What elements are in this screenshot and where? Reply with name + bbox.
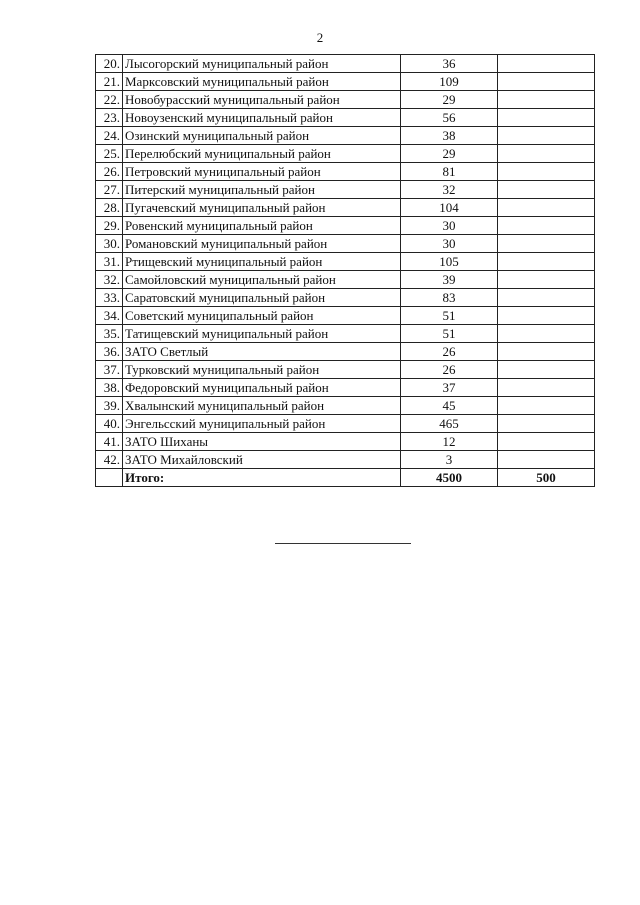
empty-cell xyxy=(498,181,595,199)
empty-cell xyxy=(498,109,595,127)
distribution-table xyxy=(95,54,595,487)
empty-cell xyxy=(498,145,595,163)
value-cell: 12 xyxy=(401,433,498,451)
table-body xyxy=(96,55,595,487)
empty-cell xyxy=(498,91,595,109)
empty-cell xyxy=(498,361,595,379)
row-number-cell: 23. xyxy=(96,109,123,127)
row-number-cell: 26. xyxy=(96,163,123,181)
district-name-cell: ЗАТО Михайловский xyxy=(123,451,401,469)
row-number-cell: 40. xyxy=(96,415,123,433)
row-number-cell: 20. xyxy=(96,55,123,73)
row-number-cell: 37. xyxy=(96,361,123,379)
value-cell: 29 xyxy=(401,91,498,109)
district-name-cell: Новобурасский муниципальный район xyxy=(123,91,401,109)
empty-cell xyxy=(498,379,595,397)
empty-cell xyxy=(498,163,595,181)
empty-cell xyxy=(498,433,595,451)
row-number-cell: 34. xyxy=(96,307,123,325)
row-number-cell: 35. xyxy=(96,325,123,343)
value-cell: 45 xyxy=(401,397,498,415)
table-row xyxy=(96,397,595,415)
district-name-cell: Романовский муниципальный район xyxy=(123,235,401,253)
table-row xyxy=(96,199,595,217)
district-name-cell: Перелюбский муниципальный район xyxy=(123,145,401,163)
table-row xyxy=(96,73,595,91)
row-number-cell: 31. xyxy=(96,253,123,271)
value-cell: 36 xyxy=(401,55,498,73)
value-cell: 37 xyxy=(401,379,498,397)
value-cell: 83 xyxy=(401,289,498,307)
table-row xyxy=(96,433,595,451)
district-name-cell: Турковский муниципальный район xyxy=(123,361,401,379)
table-row xyxy=(96,307,595,325)
district-name-cell: Лысогорский муниципальный район xyxy=(123,55,401,73)
district-name-cell: Энгельсский муниципальный район xyxy=(123,415,401,433)
district-name-cell: Марксовский муниципальный район xyxy=(123,73,401,91)
value-cell: 32 xyxy=(401,181,498,199)
value-cell: 3 xyxy=(401,451,498,469)
district-name-cell: ЗАТО Светлый xyxy=(123,343,401,361)
value-cell: 51 xyxy=(401,325,498,343)
value-cell: 26 xyxy=(401,343,498,361)
empty-cell xyxy=(498,127,595,145)
value-cell: 38 xyxy=(401,127,498,145)
empty-cell xyxy=(498,289,595,307)
table-row xyxy=(96,91,595,109)
table-row xyxy=(96,289,595,307)
value-cell: 51 xyxy=(401,307,498,325)
row-number-cell: 42. xyxy=(96,451,123,469)
table-row xyxy=(96,235,595,253)
row-number-cell: 36. xyxy=(96,343,123,361)
page-number: 2 xyxy=(316,30,324,45)
row-number-cell: 32. xyxy=(96,271,123,289)
table-row xyxy=(96,181,595,199)
district-name-cell: Саратовский муниципальный район xyxy=(123,289,401,307)
row-number-cell: 30. xyxy=(96,235,123,253)
row-number-cell: 21. xyxy=(96,73,123,91)
table-row xyxy=(96,343,595,361)
row-number-cell: 39. xyxy=(96,397,123,415)
row-number-cell: 28. xyxy=(96,199,123,217)
table-row xyxy=(96,253,595,271)
empty-cell xyxy=(498,415,595,433)
value-cell: 56 xyxy=(401,109,498,127)
row-number-cell: 41. xyxy=(96,433,123,451)
end-of-document-line xyxy=(275,543,411,544)
value-cell: 104 xyxy=(401,199,498,217)
table-row xyxy=(96,163,595,181)
empty-cell xyxy=(498,199,595,217)
table-row xyxy=(96,361,595,379)
empty-cell xyxy=(498,217,595,235)
table-row xyxy=(96,271,595,289)
table-row xyxy=(96,325,595,343)
table-row xyxy=(96,145,595,163)
value-cell: 105 xyxy=(401,253,498,271)
table-row xyxy=(96,127,595,145)
district-name-cell: Ровенский муниципальный район xyxy=(123,217,401,235)
value-cell: 30 xyxy=(401,235,498,253)
district-name-cell: Петровский муниципальный район xyxy=(123,163,401,181)
total-value-2: 500 xyxy=(498,469,595,487)
empty-cell xyxy=(498,343,595,361)
district-name-cell: Хвалынский муниципальный район xyxy=(123,397,401,415)
empty-cell xyxy=(498,73,595,91)
district-name-cell: Татищевский муниципальный район xyxy=(123,325,401,343)
district-name-cell: Озинский муниципальный район xyxy=(123,127,401,145)
empty-cell xyxy=(498,271,595,289)
empty-cell xyxy=(498,451,595,469)
empty-cell xyxy=(498,325,595,343)
row-number-cell: 27. xyxy=(96,181,123,199)
table-row xyxy=(96,217,595,235)
total-label: Итого: xyxy=(123,469,401,487)
table-row xyxy=(96,451,595,469)
value-cell: 81 xyxy=(401,163,498,181)
total-empty-cell xyxy=(96,469,123,487)
empty-cell xyxy=(498,397,595,415)
table-row xyxy=(96,55,595,73)
total-value: 4500 xyxy=(401,469,498,487)
value-cell: 26 xyxy=(401,361,498,379)
empty-cell xyxy=(498,235,595,253)
empty-cell xyxy=(498,253,595,271)
value-cell: 30 xyxy=(401,217,498,235)
district-name-cell: Ртищевский муниципальный район xyxy=(123,253,401,271)
table-row xyxy=(96,415,595,433)
row-number-cell: 24. xyxy=(96,127,123,145)
total-row xyxy=(96,469,595,487)
row-number-cell: 25. xyxy=(96,145,123,163)
table-row xyxy=(96,379,595,397)
empty-cell xyxy=(498,55,595,73)
district-name-cell: ЗАТО Шиханы xyxy=(123,433,401,451)
value-cell: 29 xyxy=(401,145,498,163)
district-name-cell: Федоровский муниципальный район xyxy=(123,379,401,397)
value-cell: 109 xyxy=(401,73,498,91)
district-name-cell: Самойловский муниципальный район xyxy=(123,271,401,289)
row-number-cell: 38. xyxy=(96,379,123,397)
district-name-cell: Питерский муниципальный район xyxy=(123,181,401,199)
district-name-cell: Пугачевский муниципальный район xyxy=(123,199,401,217)
empty-cell xyxy=(498,307,595,325)
row-number-cell: 33. xyxy=(96,289,123,307)
row-number-cell: 29. xyxy=(96,217,123,235)
table-row xyxy=(96,109,595,127)
value-cell: 465 xyxy=(401,415,498,433)
district-name-cell: Новоузенский муниципальный район xyxy=(123,109,401,127)
district-name-cell: Советский муниципальный район xyxy=(123,307,401,325)
value-cell: 39 xyxy=(401,271,498,289)
row-number-cell: 22. xyxy=(96,91,123,109)
